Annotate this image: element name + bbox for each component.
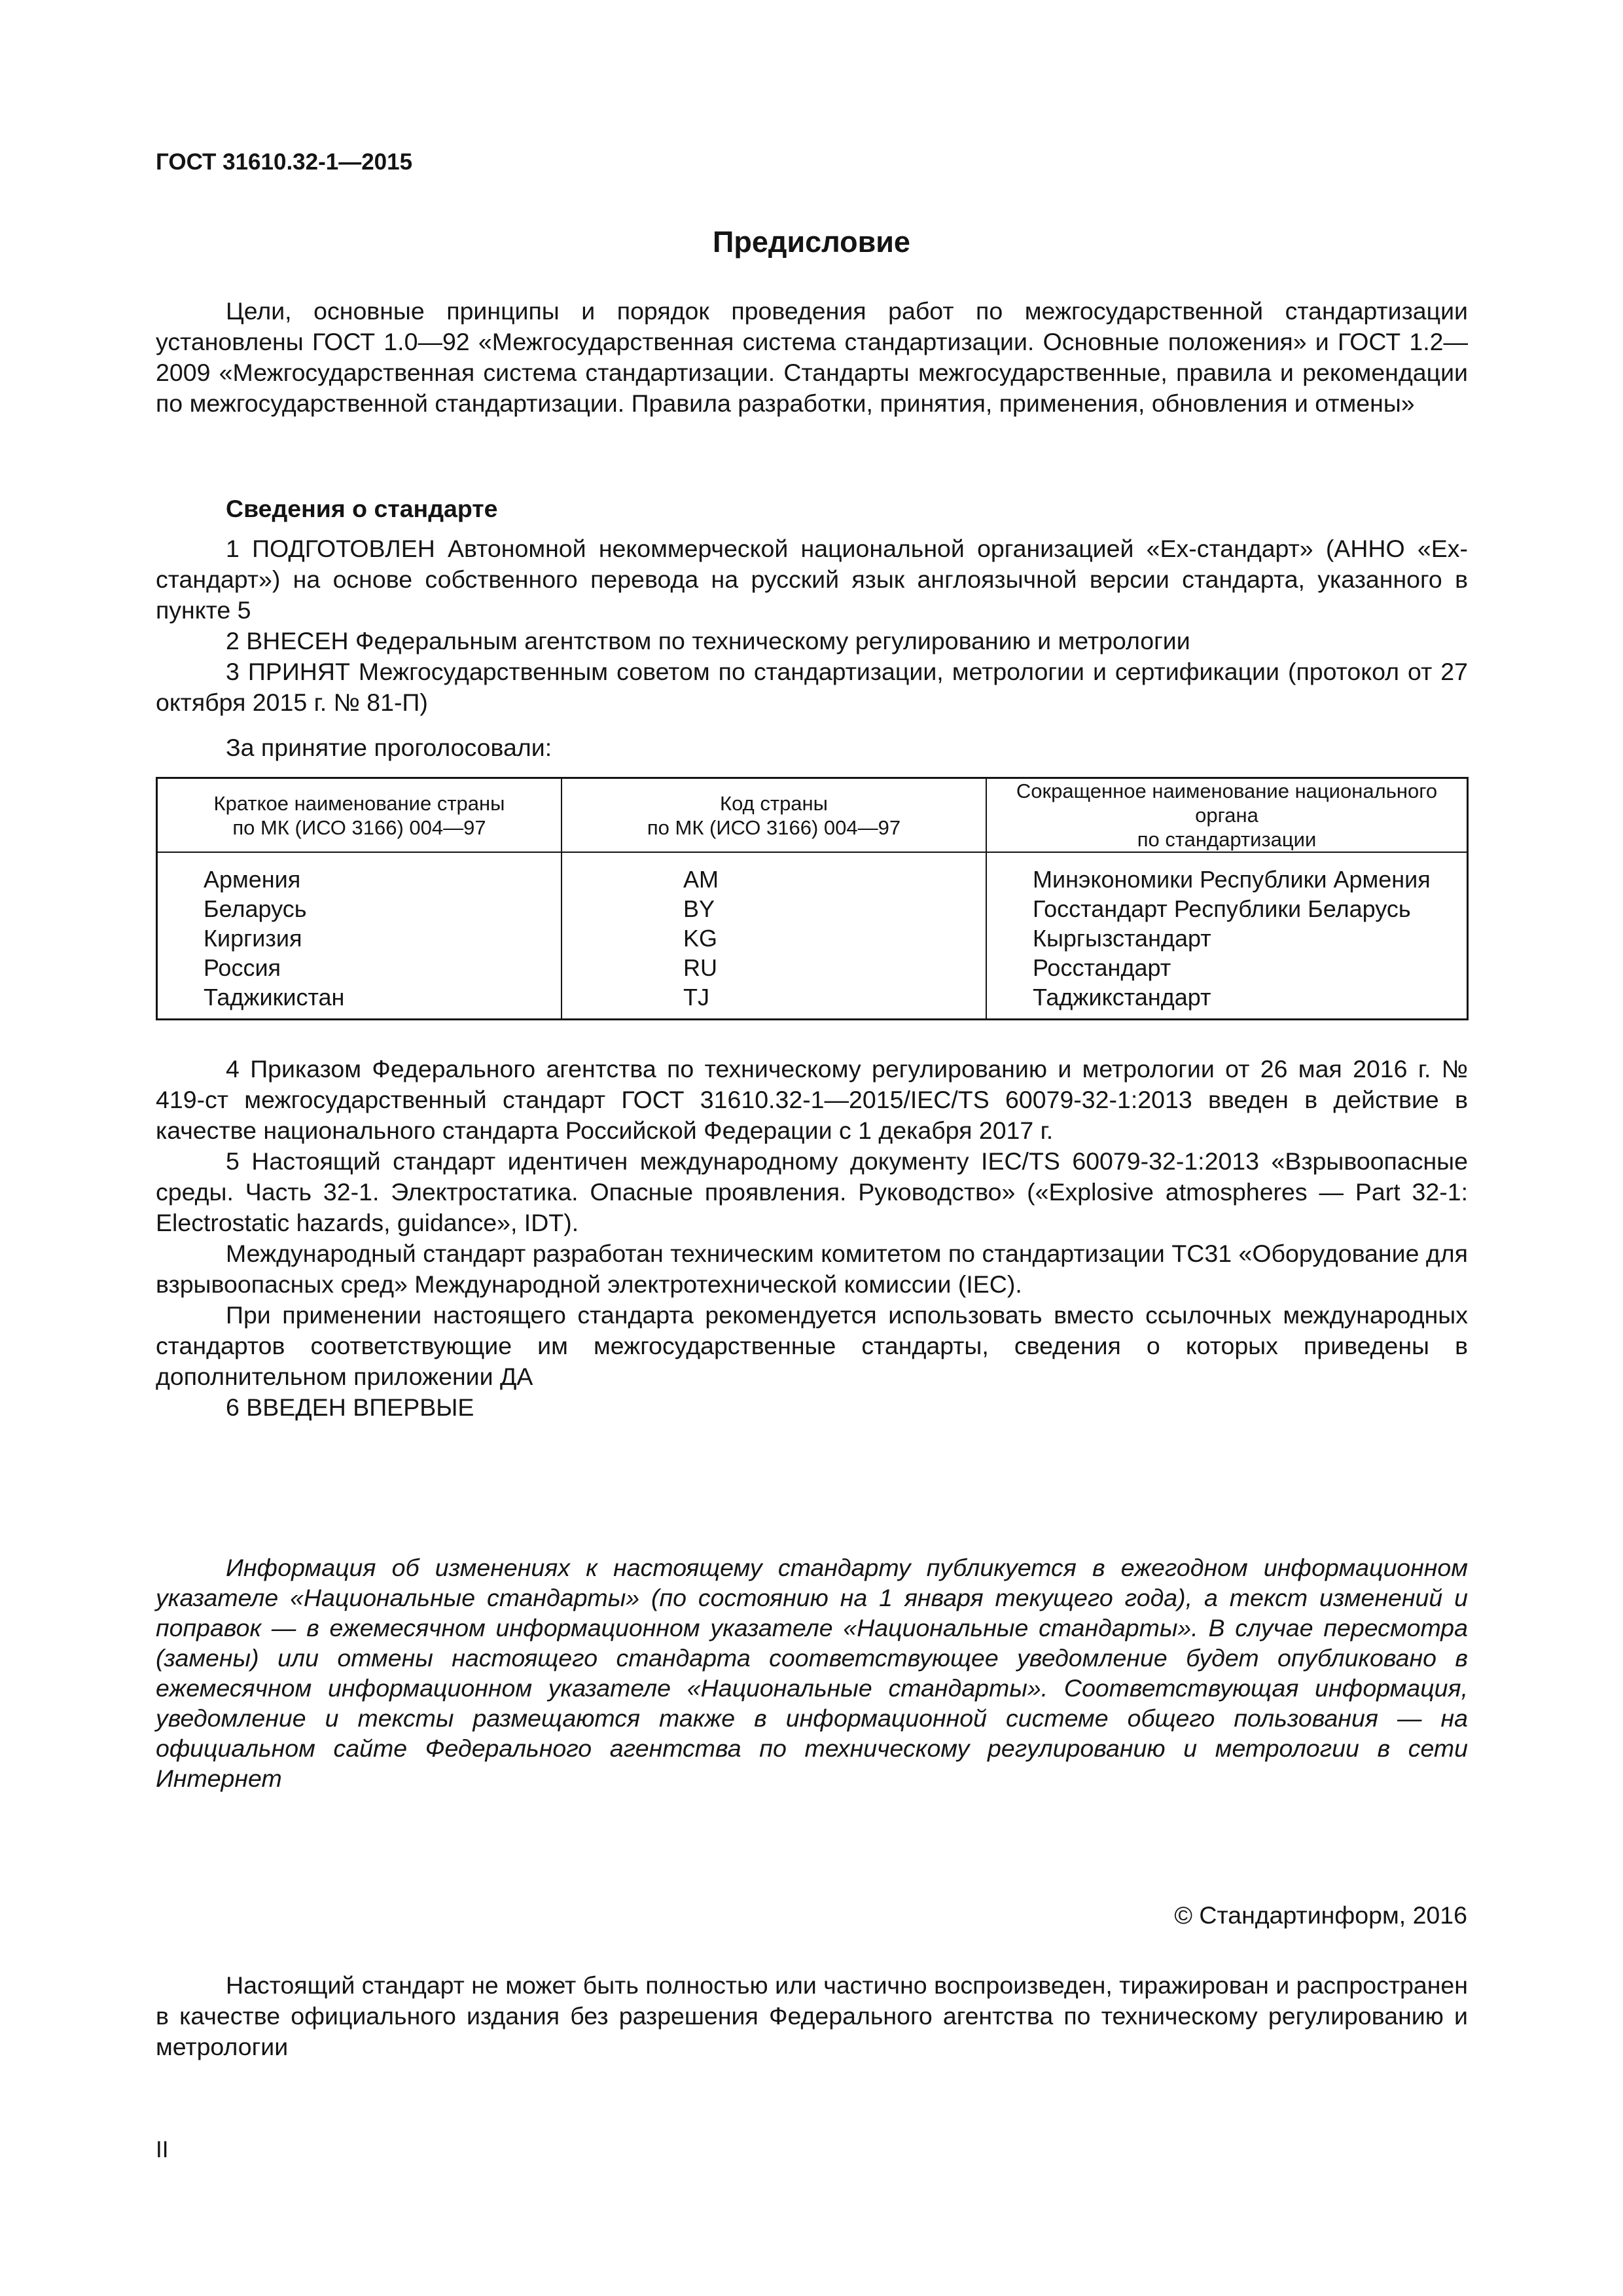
item-5: 5 Настоящий стандарт идентичен международному документу IEC/TS 60079-32-1:2013 «Взрывоопасные среды. Часть 32-1. Электростатика. Опасные проявления. Руководство» («Explosive atmospheres — Part 32-1: Electrostatic hazards, guidance», IDT). [156,1147,1468,1236]
reproduction-notice: Настоящий стандарт не может быть полностью или частично воспроизведен, тиражирован и распространен в качестве официального издания без разрешения Федерального агентства по техническому регулированию и метрологии [156,1971,1468,2060]
page-title: Предисловие [713,225,910,259]
changes-notice [156,1552,1468,1793]
body-cell: Таджикстандарт [1033,984,1211,1011]
code-column [562,852,986,1020]
body-column [986,852,1468,1020]
code-cell: BY [683,895,715,922]
copyright: © Стандартинформ, 2016 [1174,1901,1467,1929]
code-cell: RU [683,954,717,981]
country-column [157,852,562,1020]
header-code: Код страны по МК (ИСО 3166) 004—97 [562,778,986,853]
country-cell: Киргизия [204,925,302,952]
notice-paragraph: Информация об изменениях к настоящему стандарту публикуется в ежегодном информационном указателе «Национальные стандарты» (по состоянию на 1 января текущего года), а текст изменений и поправок — в ежемесячном информационном указателе «Национальные стандарты». В случае пересмотра (замены) или отмены настоящего стандарта соответствующее уведомление будет опубликовано в ежемесячном информационном указателе «Национальные стандарты». Соответствующая информация, уведомление и тексты размещаются также в информационной системе общего пользования — на официальном сайте Федерального агентства по техническому регулированию и метрологии в сети Интернет [156,1554,1468,1792]
country-cell: Армения [204,866,301,893]
table-body-row [157,852,1468,1020]
code-cell: TJ [683,984,709,1011]
item-6: 6 ВВЕДЕН ВПЕРВЫЕ [226,1393,474,1421]
info-heading: Сведения о стандарте [226,495,498,522]
vote-label: За принятие проголосовали: [226,734,552,761]
code-cell: KG [683,925,718,952]
header-body: Сокращенное наименование национального органа по стандартизации [986,778,1468,853]
page-number: II [156,2137,169,2162]
intro-section [156,296,1468,419]
item-1: 1 ПОДГОТОВЛЕН Автономной некоммерческой национальной организацией «Ех-стандарт» (АННО «Ех-стандарт») на основе собственного перевода на русский язык англоязычной версии стандарта, указанного в пункте 5 [156,535,1468,624]
intro-paragraph: Цели, основные принципы и порядок проведения работ по межгосударственной стандартизации установлены ГОСТ 1.0—92 «Межгосударственная система стандартизации. Основные положения» и ГОСТ 1.2—2009 «Межгосударственная система стандартизации. Стандарты межгосударственные, правила и рекомендации по межгосударственной стандартизации. Правила разработки, принятия, применения, обновления и отмены» [156,297,1468,417]
body-cell: Минэкономики Республики Армения [1033,866,1431,893]
country-cell: Таджикистан [204,984,345,1011]
item-5-committee: Международный стандарт разработан техническим комитетом по стандартизации TC31 «Оборудование для взрывоопасных сред» Международной электротехнической комиссии (IEC). [156,1240,1468,1298]
country-cell: Беларусь [204,895,307,922]
body-cell: Кыргызстандарт [1033,925,1211,952]
item-5-references: При применении настоящего стандарта рекомендуется использовать вместо ссылочных международных стандартов соответствующие им межгосударственные стандарты, сведения о которых приведены в дополнительном приложении ДА [156,1301,1468,1390]
body-cell: Росстандарт [1033,954,1171,981]
reproduction-section [156,1970,1468,2062]
country-cell: Россия [204,954,281,981]
info-items-top [156,533,1468,718]
document-code: ГОСТ 31610.32-1—2015 [156,149,413,175]
item-3: 3 ПРИНЯТ Межгосударственным советом по стандартизации, метрологии и сертификации (протокол от 27 октября 2015 г. № 81-П) [156,658,1468,716]
table-header-row [157,778,1468,853]
item-4: 4 Приказом Федерального агентства по техническому регулированию и метрологии от 26 мая 2016 г. № 419-ст межгосударственный стандарт ГОСТ 31610.32-1—2015/IEC/TS 60079-32-1:2013 введен в действие в качестве национального стандарта Российской Федерации с 1 декабря 2017 г. [156,1055,1468,1144]
body-cell: Госстандарт Республики Беларусь [1033,895,1411,922]
member-states-table [156,777,1469,1020]
info-items-bottom [156,1054,1468,1423]
header-country: Краткое наименование страны по МК (ИСО 3166) 004—97 [157,778,562,853]
item-2: 2 ВНЕСЕН Федеральным агентством по техническому регулированию и метрологии [226,627,1190,655]
code-cell: AM [683,866,719,893]
